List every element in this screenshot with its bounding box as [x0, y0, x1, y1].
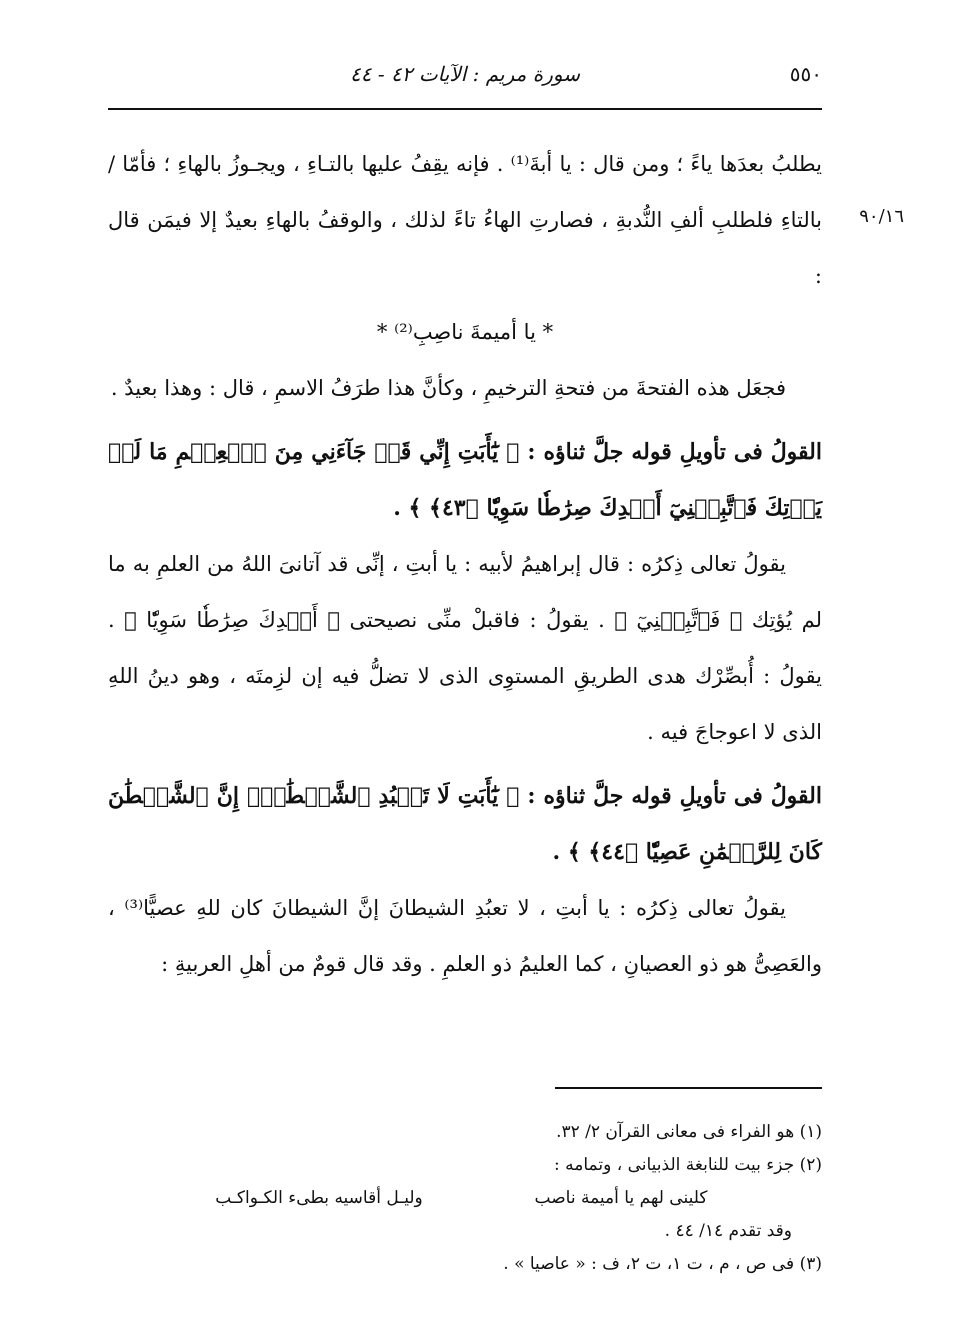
- page-header: [108, 56, 822, 96]
- running-title: سورة مريم : الآيات ٤٢ - ٤٤: [350, 62, 580, 86]
- section-heading-44: القولُ فى تأويلِ قوله جلَّ ثناؤه : ﴿ يَٰٓأَبَتِ لَا تَعۡبُدِ ٱلشَّيۡطَٰنَۖ إِنَّ ٱلشَّيۡطَٰنَ كَانَ لِلرَّحۡمَٰنِ عَصِيّٗا ﴿٤٤﴾ ﴾ .: [108, 783, 822, 865]
- paragraph-4: يقولُ تعالى ذِكرُه : يا أبتِ ، لا تعبُدِ الشيطانَ إنَّ الشيطانَ كان للهِ عصيًّا⁽³⁾ ، والعَصِىُّ هو ذو العصيانِ ، كما العليمُ ذو العلمِ . وقد قال قومٌ من أهلِ العربيةِ :: [108, 896, 822, 976]
- paragraph-2: فجعَل هذه الفتحةَ من فتحةِ الترخيمِ ، وكأنَّ هذا طرَفُ الاسمِ ، قال : وهذا بعيدٌ .: [110, 376, 786, 400]
- footnote-rule: [555, 1087, 822, 1089]
- poem-hemistich-second: وليـل أقاسيه بطىء الكـواكـب: [215, 1188, 423, 1208]
- poem-hemistich-first: كلينى لهم يا أميمة ناصب: [534, 1188, 708, 1208]
- footnote-1: (١) هو الفراء فى معانى القرآن ٢/ ٣٢.: [556, 1122, 822, 1142]
- page-number: ٥٥٠: [789, 62, 822, 86]
- section-heading-43: القولُ فى تأويلِ قوله جلَّ ثناؤه : ﴿ يَٰٓأَبَتِ إِنِّي قَدۡ جَآءَنِي مِنَ ٱلۡعِلۡمِ مَا لَمۡ يَأۡتِكَ فَٱتَّبِعۡنِيٓ أَهۡدِكَ صِرَٰطٗا سَوِيّٗا ﴿٤٣﴾ ﴾ .: [108, 439, 822, 521]
- paragraph-3: يقولُ تعالى ذِكرُه : قال إبراهيمُ لأبيه : يا أبتِ ، إنِّى قد آتانىَ اللهُ من العلمِ به ما لم يُؤتِك ﴿ فَٱتَّبِعۡنِيٓ ﴾ . يقولُ : فاقبلْ منِّى نصيحتى ﴿ أَهۡدِكَ صِرَٰطٗا سَوِيّٗا ﴾ . يقولُ : أُبصِّرْك هدى الطريقِ المستوِى الذى لا تضلُّ فيه إن لزِمتَه ، وهو دينُ اللهِ الذى لا اعوجاجَ فيه .: [108, 552, 822, 744]
- footnote-2: (٢) جزء بيت للنابغة الذبيانى ، وتمامه :: [554, 1155, 822, 1175]
- footnote-2-reference: وقد تقدم ١٤/ ٤٤ .: [664, 1221, 792, 1241]
- footnote-poem-line: [108, 1182, 822, 1215]
- footnote-3: (٣) فى ص ، م ، ت ١، ت ٢، ف : « عاصيا » .: [503, 1254, 822, 1274]
- footnotes: [108, 1116, 822, 1281]
- paragraph-1: يطلبُ بعدَها ياءً ؛ ومن قال : يا أبةَ⁽¹⁾ . فإنه يقِفُ عليها بالتـاءِ ، ويجـوزُ بالهاءِ ؛ فأمّا / بالتاءِ فلطلبِ ألفِ النُّدبةِ ، فصارتِ الهاءُ تاءً لذلك ، والوقفُ بالهاءِ بعيدٌ إلا فيمَن قال :: [108, 152, 822, 288]
- header-rule: [108, 108, 822, 110]
- main-text: [108, 136, 822, 992]
- poetry-verse: * يا أميمةَ ناصِبِ⁽²⁾ *: [376, 320, 554, 344]
- margin-reference: ٩٠/١٦: [859, 206, 904, 227]
